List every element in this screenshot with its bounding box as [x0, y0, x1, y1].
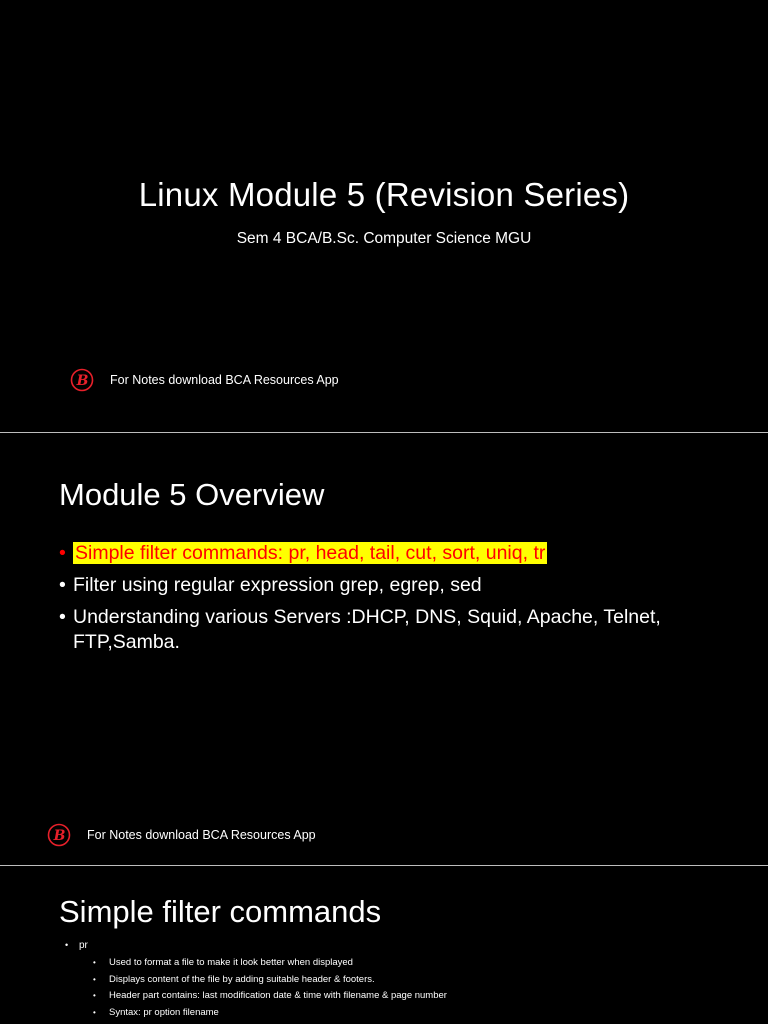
- slide-subtitle: Sem 4 BCA/B.Sc. Computer Science MGU: [236, 230, 532, 247]
- footer-text: For Notes download BCA Resources App: [87, 828, 316, 842]
- command-list: [65, 938, 447, 1021]
- slide-title: Linux Module 5 (Revision Series): [138, 176, 630, 213]
- filter-commands-slide: [0, 866, 768, 1024]
- bullet-item: [59, 605, 699, 655]
- sub-item-text: Used to format a file to make it look better when displayed: [109, 957, 353, 968]
- bullet-text: Simple filter commands: pr, head, tail, cut, sort, uniq, tr: [75, 542, 546, 564]
- list-item: [65, 938, 447, 1021]
- sub-list-item: [93, 1005, 447, 1022]
- bullet-icon: •: [93, 958, 96, 967]
- sub-item-text: Syntax: pr option filename: [109, 1006, 219, 1018]
- bullet-icon: •: [93, 1007, 96, 1017]
- command-name: pr: [79, 940, 88, 951]
- slide-title: Module 5 Overview: [59, 477, 325, 512]
- bullet-icon: •: [59, 542, 66, 564]
- bullet-icon: •: [59, 574, 66, 596]
- slide-footer: [70, 368, 339, 392]
- bullet-text: Understanding various Servers :DHCP, DNS, Squid, Apache, Telnet, FTP,Samba.: [73, 606, 661, 653]
- sub-list-item: [93, 955, 447, 972]
- bullet-list: [59, 541, 699, 662]
- bullet-icon: •: [65, 940, 69, 950]
- bullet-text: Filter using regular expression grep, egrep, sed: [73, 574, 482, 596]
- sub-list: [93, 955, 447, 1021]
- sub-item-text: Header part contains: last modification date & time with filename & page number: [109, 990, 447, 1001]
- svg-text:B: B: [53, 828, 66, 844]
- bca-resources-logo-icon: [47, 823, 71, 847]
- svg-text:B: B: [76, 373, 89, 389]
- bca-resources-logo-icon: [70, 368, 94, 392]
- overview-slide: [0, 433, 768, 865]
- bullet-item-highlighted: [59, 541, 699, 566]
- slide-title: Simple filter commands: [59, 894, 382, 929]
- sub-list-item: [93, 988, 447, 1005]
- bullet-icon: •: [93, 991, 96, 1000]
- bullet-icon: •: [59, 606, 66, 628]
- footer-text: For Notes download BCA Resources App: [110, 373, 339, 387]
- slide-footer: [47, 823, 316, 847]
- sub-item-text: Displays content of the file by adding suitable header & footers.: [109, 973, 375, 985]
- title-slide: [0, 0, 768, 432]
- sub-list-item: [93, 972, 447, 989]
- bullet-item: [59, 573, 699, 598]
- bullet-icon: •: [93, 974, 96, 984]
